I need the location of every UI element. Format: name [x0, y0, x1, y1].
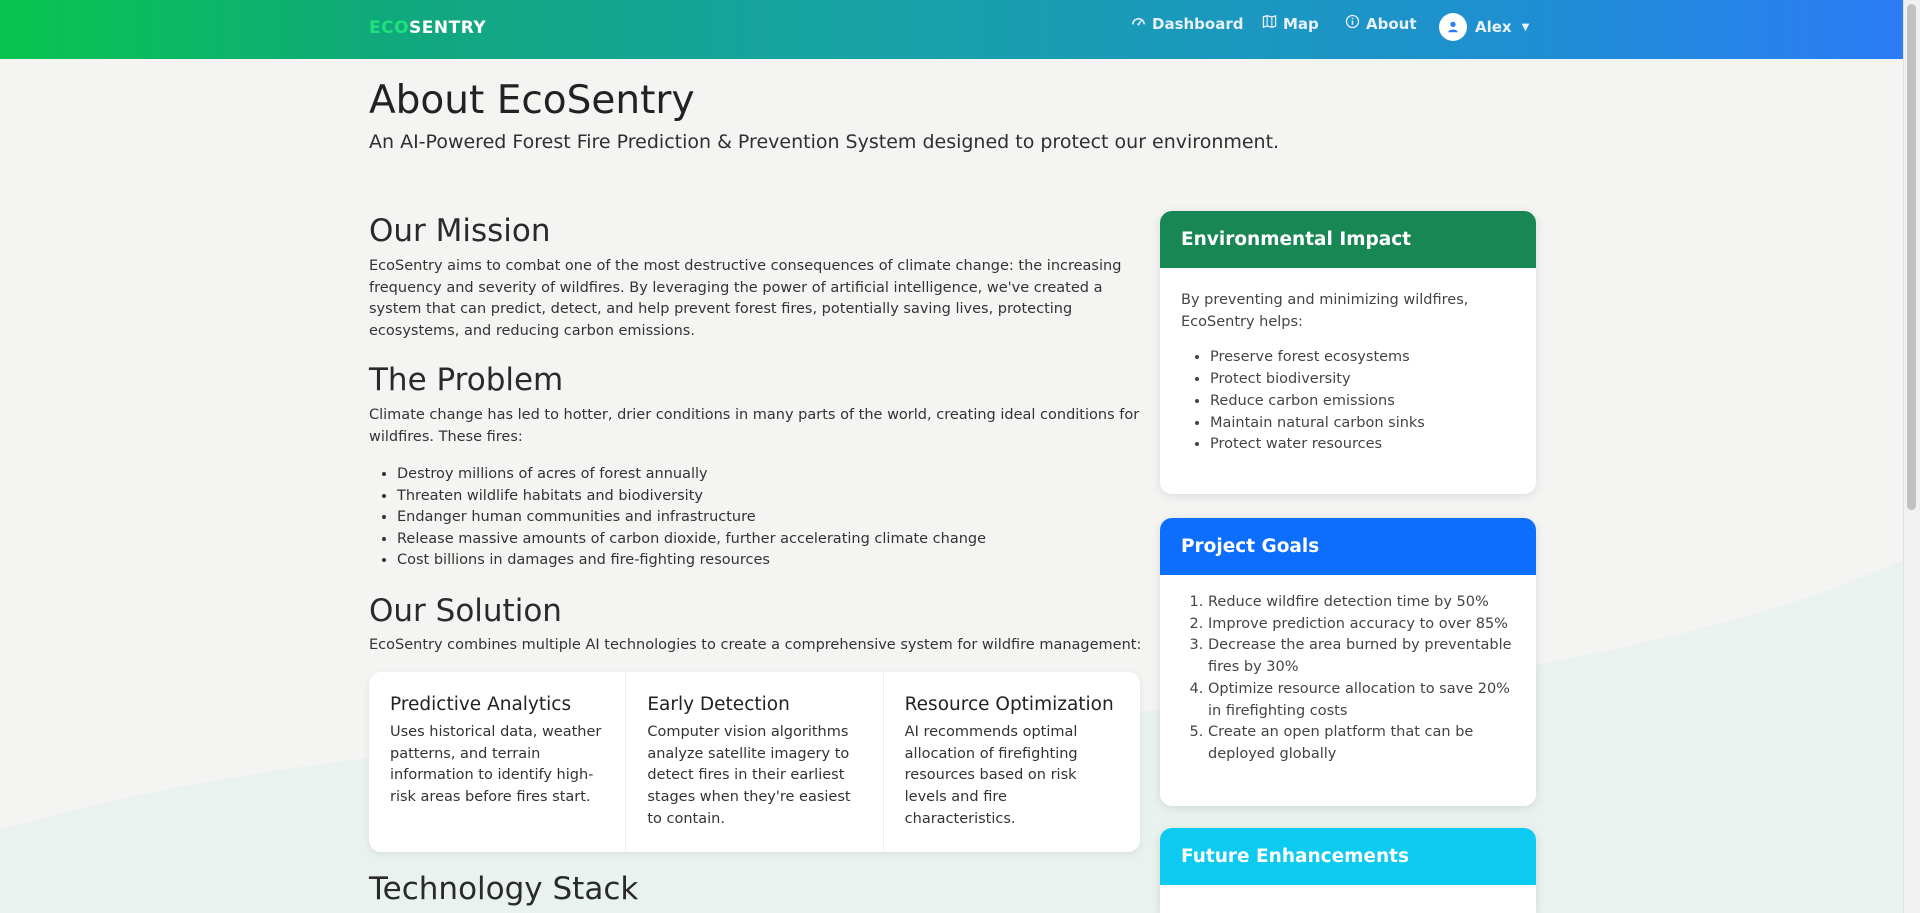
problem-list [369, 464, 986, 572]
tech-heading: Technology Stack [369, 871, 639, 907]
feature-text: Computer vision algorithms analyze satellite imagery to detect fires in their earliest stages when they're easiest to contain. [647, 724, 851, 827]
mission-text: EcoSentry aims to combat one of the most destructive consequences of climate change: the increasing frequency and severity of wildfires. By leveraging the power of artificial intelligence, we've created a system that can predict, detect, and help prevent forest fires, potentially saving lives, protecting ecosystems, and reducing carbon emissions. [369, 258, 1122, 340]
goals-card-header: Project Goals [1160, 518, 1536, 575]
list-item: • Protect biodiversity [1210, 369, 1514, 391]
feature-card-predictive [369, 672, 626, 852]
chevron-down-icon: ▼ [1521, 21, 1530, 33]
future-card [1160, 828, 1536, 913]
impact-list [1181, 347, 1514, 456]
impact-intro: By preventing and minimizing wildfires, EcoSentry helps: [1181, 292, 1469, 330]
solution-heading: Our Solution [369, 593, 562, 629]
user-icon [1439, 13, 1467, 41]
goals-card [1160, 518, 1536, 806]
impact-card-header: Environmental Impact [1160, 211, 1536, 268]
list-item: 1. Reduce wildfire detection time by 50% [1208, 592, 1514, 614]
page-title: About EcoSentry [369, 78, 695, 123]
solution-text: EcoSentry combines multiple AI technologies to create a comprehensive system for wildfire management: [369, 637, 1142, 653]
list-item: • Threaten wildlife habitats and biodiversity [397, 486, 986, 508]
gauge-icon [1131, 14, 1146, 33]
brand-text-sentry: SENTRY [409, 18, 487, 38]
list-item: • Protect water resources [1210, 434, 1514, 456]
list-item: 2. Improve prediction accuracy to over 85% [1208, 614, 1514, 636]
user-menu-dropdown[interactable] [1439, 13, 1529, 41]
nav-dashboard-link[interactable] [1131, 14, 1243, 33]
scrollbar-thumb[interactable] [1907, 4, 1916, 510]
list-item: • Endanger human communities and infrastructure [397, 507, 986, 529]
future-card-header: Future Enhancements [1160, 828, 1536, 885]
nav-map-link[interactable] [1262, 14, 1319, 33]
impact-card-body [1160, 268, 1536, 476]
list-item: • Cost billions in damages and fire-fighting resources [397, 550, 986, 572]
list-item: 3. Decrease the area burned by preventable fires by 30% [1208, 635, 1514, 678]
feature-title: Early Detection [647, 694, 790, 715]
feature-card-resource [884, 672, 1140, 852]
goals-card-body [1160, 575, 1536, 786]
list-item: 4. Optimize resource allocation to save 20% in firefighting costs [1208, 679, 1514, 722]
problem-heading: The Problem [369, 362, 564, 398]
nav-about-label: About [1366, 14, 1417, 33]
feature-cards [369, 672, 1140, 852]
list-item: • Release massive amounts of carbon dioxide, further accelerating climate change [397, 529, 986, 551]
brand-text-eco: ECO [369, 18, 410, 38]
user-name: Alex [1475, 18, 1512, 36]
list-item: • Reduce carbon emissions [1210, 391, 1514, 413]
list-item: • Destroy millions of acres of forest annually [397, 464, 986, 486]
nav-about-link[interactable] [1345, 14, 1417, 33]
top-navbar [0, 0, 1904, 59]
feature-title: Resource Optimization [904, 694, 1114, 715]
brand-logo[interactable] [369, 18, 486, 38]
feature-text: AI recommends optimal allocation of firefighting resources based on risk levels and fire characteristics. [904, 724, 1078, 827]
map-icon [1262, 14, 1277, 33]
impact-card [1160, 211, 1536, 494]
list-item: • Maintain natural carbon sinks [1210, 413, 1514, 435]
page-scrollbar[interactable] [1903, 0, 1920, 913]
mission-heading: Our Mission [369, 213, 551, 249]
page-lead: An AI-Powered Forest Fire Prediction & Prevention System designed to protect our environment. [369, 131, 1280, 153]
info-icon [1345, 14, 1360, 33]
feature-card-detection [626, 672, 883, 852]
goals-list [1181, 592, 1514, 766]
feature-title: Predictive Analytics [390, 694, 572, 715]
list-item: 5. Create an open platform that can be deployed globally [1208, 722, 1514, 765]
nav-dashboard-label: Dashboard [1152, 14, 1244, 33]
feature-text: Uses historical data, weather patterns, and terrain information to identify high-risk areas before fires start. [390, 724, 602, 806]
problem-text: Climate change has led to hotter, drier conditions in many parts of the world, creating ideal conditions for wildfires. These fires: [369, 407, 1140, 445]
list-item: • Preserve forest ecosystems [1210, 347, 1514, 369]
nav-map-label: Map [1283, 14, 1319, 33]
